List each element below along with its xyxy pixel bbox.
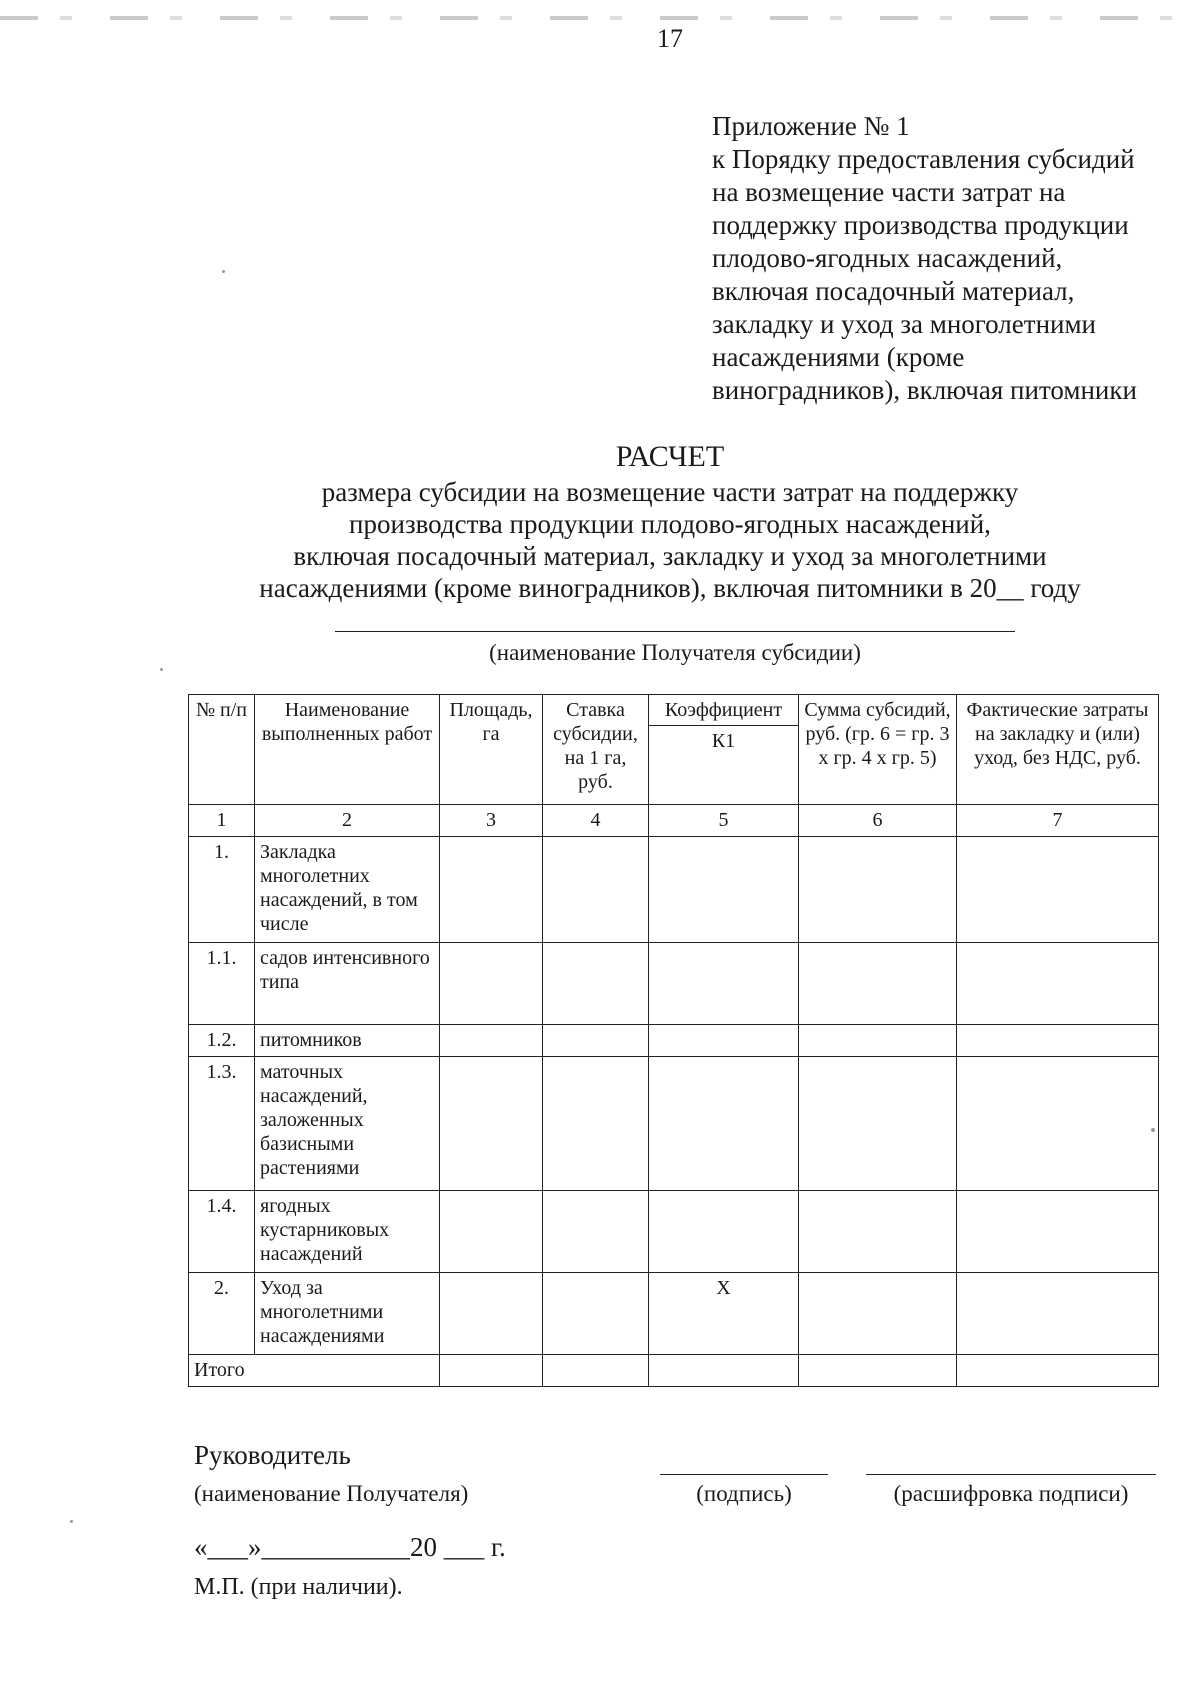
header-work-name: Наименование выполненных работ (255, 695, 440, 805)
table-row (189, 1057, 1159, 1191)
table-row (189, 943, 1159, 1025)
row-work-name: маточных насаждений, заложенных базисными растениями (255, 1057, 440, 1191)
row-work-name: питомников (255, 1025, 440, 1057)
document-title (180, 438, 1160, 604)
total-label: Итого (189, 1355, 440, 1387)
header-subsidy-sum: Сумма субсидий, руб. (гр. 6 = гр. 3 х гр. 4 х гр. 5) (799, 695, 957, 805)
cell-sum (799, 1057, 957, 1191)
cell-rate (543, 1191, 649, 1273)
appendix-line: к Порядку предоставления субсидий (712, 144, 1135, 174)
column-number: 2 (255, 805, 440, 837)
cell-sum (799, 1191, 957, 1273)
header-actual-costs: Фактические затраты на закладку и (или) уход, без НДС, руб. (957, 695, 1159, 805)
appendix-line: включая посадочный материал, (712, 276, 1075, 306)
cell-actual-costs (957, 837, 1159, 943)
cell-area (440, 837, 543, 943)
cell-actual-costs (957, 1025, 1159, 1057)
calculation-table (188, 694, 1159, 1387)
cell-rate (543, 1057, 649, 1191)
cell-k1 (649, 1025, 799, 1057)
row-number: 2. (189, 1273, 255, 1355)
cell-area (440, 1355, 543, 1387)
row-number: 1.4. (189, 1191, 255, 1273)
column-numbers-row (189, 805, 1159, 837)
cell-k1: Х (649, 1273, 799, 1355)
signature-transcript-caption: (расшифровка подписи) (893, 1481, 1129, 1506)
signature-line (660, 1474, 828, 1475)
row-work-name: Уход за многолетними насаждениями (255, 1273, 440, 1355)
column-number: 4 (543, 805, 649, 837)
row-number: 1. (189, 837, 255, 943)
appendix-heading (712, 110, 1192, 407)
cell-area (440, 943, 543, 1025)
cell-sum (799, 1273, 957, 1355)
title-line: насаждениями (кроме виноградников), включая питомники в 20__ году (259, 573, 1081, 603)
cell-area (440, 1057, 543, 1191)
header-rate: Ставка субсидии, на 1 га, руб. (543, 695, 649, 805)
cell-sum (799, 943, 957, 1025)
table-total-row (189, 1355, 1159, 1387)
header-number: № п/п (189, 695, 255, 805)
appendix-line: виноградников), включая питомники (712, 375, 1137, 405)
table-row (189, 1025, 1159, 1057)
recipient-name-line (335, 631, 1015, 632)
cell-area (440, 1191, 543, 1273)
row-work-name: ягодных кустарниковых насаждений (255, 1191, 440, 1273)
stamp-place: М.П. (при наличии). (194, 1574, 403, 1600)
title-line: производства продукции плодово-ягодных насаждений, (349, 509, 991, 539)
cell-rate (543, 1273, 649, 1355)
cell-actual-costs (957, 943, 1159, 1025)
row-work-name: Закладка многолетних насаждений, в том числе (255, 837, 440, 943)
cell-actual-costs (957, 1057, 1159, 1191)
scan-speck (70, 1520, 73, 1523)
cell-rate (543, 1355, 649, 1387)
table-row (189, 1191, 1159, 1273)
table-row (189, 1273, 1159, 1355)
scan-speck (160, 668, 163, 671)
recipient-name-caption: (наименование Получателя) (194, 1481, 469, 1506)
appendix-line: поддержку производства продукции (712, 210, 1129, 240)
cell-k1 (649, 1191, 799, 1273)
scan-artifact-top (0, 16, 1200, 20)
header-coefficient-title: Коэффициент (649, 695, 798, 726)
cell-area (440, 1025, 543, 1057)
cell-k1 (649, 837, 799, 943)
cell-sum (799, 1025, 957, 1057)
cell-sum (799, 1355, 957, 1387)
appendix-line: насаждениями (кроме (712, 342, 965, 372)
cell-actual-costs (957, 1355, 1159, 1387)
column-number: 7 (957, 805, 1159, 837)
row-work-name: садов интенсивного типа (255, 943, 440, 1025)
header-coefficient-k1: К1 (711, 730, 736, 752)
recipient-caption: (наименование Получателя субсидии) (489, 640, 861, 665)
column-number: 6 (799, 805, 957, 837)
title-main: РАСЧЕТ (615, 440, 725, 473)
row-number: 1.2. (189, 1025, 255, 1057)
header-area: Площадь, га (440, 695, 543, 805)
table-header-row (189, 695, 1159, 805)
title-line: включая посадочный материал, закладку и уход за многолетними (293, 541, 1047, 571)
page-number: 17 (657, 24, 683, 53)
cell-sum (799, 837, 957, 943)
table-row (189, 837, 1159, 943)
cell-k1 (649, 943, 799, 1025)
appendix-line: Приложение № 1 (712, 111, 910, 141)
column-number: 5 (649, 805, 799, 837)
row-number: 1.3. (189, 1057, 255, 1191)
appendix-line: закладку и уход за многолетними (712, 309, 1096, 339)
header-coefficient (649, 695, 799, 805)
signature-caption: (подпись) (696, 1481, 792, 1506)
cell-actual-costs (957, 1191, 1159, 1273)
cell-k1 (649, 1355, 799, 1387)
head-label: Руководитель (194, 1440, 351, 1470)
appendix-line: на возмещение части затрат на (712, 177, 1066, 207)
cell-rate (543, 837, 649, 943)
date-line: «___»___________20 ___ г. (194, 1532, 506, 1562)
row-number: 1.1. (189, 943, 255, 1025)
cell-rate (543, 943, 649, 1025)
column-number: 1 (189, 805, 255, 837)
cell-k1 (649, 1057, 799, 1191)
title-line: размера субсидии на возмещение части затрат на поддержку (321, 477, 1019, 507)
scan-speck (222, 270, 225, 273)
appendix-line: плодово-ягодных насаждений, (712, 243, 1063, 273)
cell-area (440, 1273, 543, 1355)
cell-rate (543, 1025, 649, 1057)
cell-actual-costs (957, 1273, 1159, 1355)
signature-transcript-line (866, 1474, 1156, 1475)
column-number: 3 (440, 805, 543, 837)
